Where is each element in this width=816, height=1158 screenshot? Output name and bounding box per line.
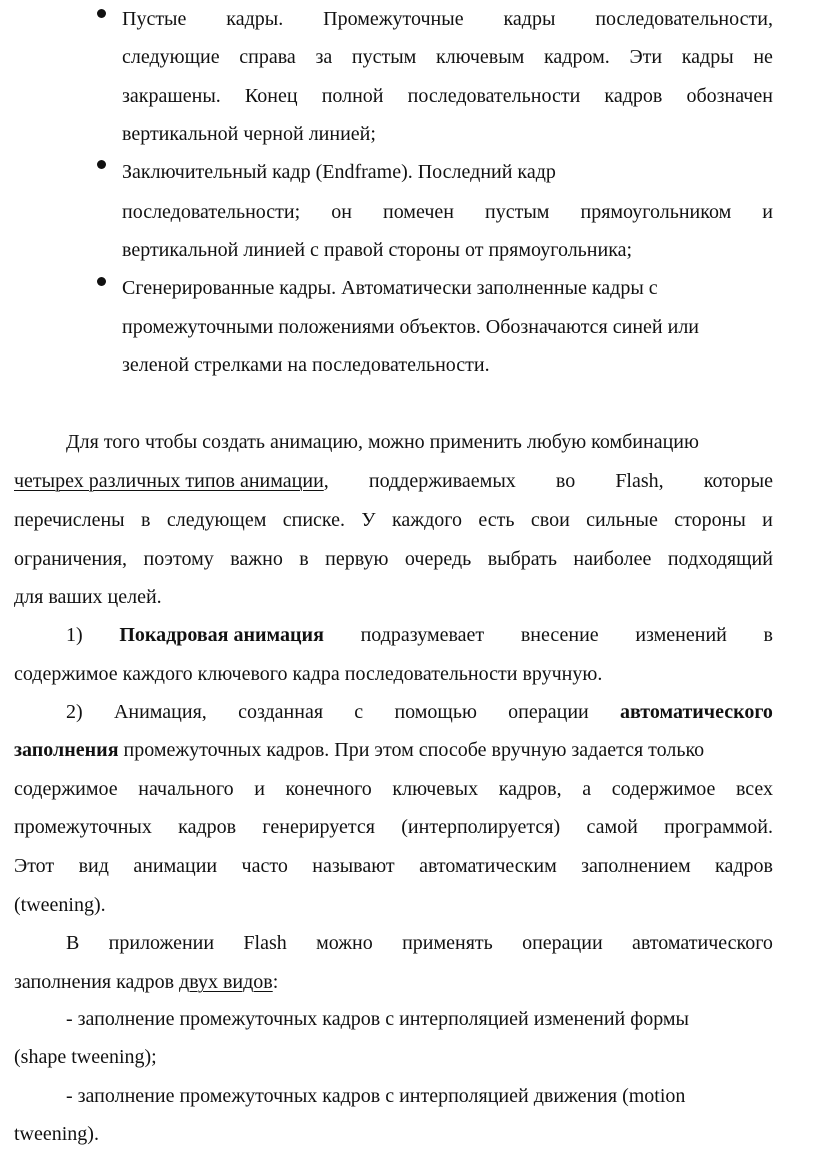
paragraph-line [66, 931, 773, 955]
word: есть [478, 509, 515, 531]
bold-term: автоматического [620, 701, 773, 723]
word: промежуточных [14, 816, 152, 838]
word: ключевым [435, 46, 525, 68]
text-run: : [272, 971, 279, 993]
word: генерируется [262, 816, 375, 838]
word: следующие [122, 46, 220, 68]
word: во [555, 470, 576, 492]
bullet-dot [97, 277, 106, 286]
word: прямоугольником [580, 201, 732, 223]
word: и [762, 509, 773, 531]
word: подразумевает [360, 624, 485, 646]
text-line [122, 84, 773, 108]
word: стороны [674, 509, 746, 531]
word: содержимое [14, 778, 118, 800]
word: ограничения, [14, 548, 128, 570]
word: с [354, 701, 364, 723]
text-line: вертикальной черной линией; [122, 123, 376, 145]
word: кадров, [498, 778, 562, 800]
word: каждого [391, 509, 462, 531]
underlined-phrase: двух видов [179, 971, 273, 993]
word: кадры. [226, 8, 284, 30]
word: Промежуточные [323, 8, 464, 30]
word: можно [316, 932, 373, 954]
word: начального [138, 778, 234, 800]
word: кадром. [544, 46, 610, 68]
dash-item-line: - заполнение промежуточных кадров с интерполяцией движения (motion [66, 1085, 686, 1107]
text-run: заполнения кадров [14, 971, 180, 993]
word: очередь [404, 548, 472, 570]
word: операции [522, 932, 603, 954]
word: пустым [485, 201, 550, 223]
word: которые [703, 470, 773, 492]
paragraph-line [14, 547, 773, 571]
paragraph-line: четырех различных типов анимации, поддерживаемых во Flash, которые [14, 470, 773, 492]
text-line: вертикальной линией с правой стороны от прямоугольника; [122, 239, 633, 261]
word: самой [586, 816, 638, 838]
word: полной [321, 85, 384, 107]
text-run: промежуточных кадров. При этом способе вручную задается только [118, 739, 705, 761]
item-number: 2) [66, 701, 83, 723]
word: В [66, 932, 80, 954]
word: Этот [14, 855, 55, 877]
paragraph-line [14, 508, 773, 532]
bold-term: Покадровая анимация [119, 624, 324, 646]
word: приложении [108, 932, 215, 954]
word: операции [508, 701, 589, 723]
text-line [122, 45, 773, 69]
word: помечен [382, 201, 454, 223]
word: Анимация, [113, 701, 207, 723]
word: всех [735, 778, 773, 800]
dash-item-line: tweening). [14, 1123, 99, 1145]
word: и [254, 778, 265, 800]
word: и [762, 201, 773, 223]
word: за [315, 46, 333, 68]
word: часто [241, 855, 288, 877]
text-line: зеленой стрелками на последовательности. [122, 354, 490, 376]
list-item-line: (tweening). [14, 894, 106, 916]
word: Flash [243, 932, 287, 954]
word: пустым [351, 46, 417, 68]
word: а [582, 778, 592, 800]
word: Flash, [615, 470, 664, 492]
word: кадры [503, 8, 556, 30]
word: выбрать [487, 548, 557, 570]
word: важно [230, 548, 283, 570]
word: созданная [238, 701, 324, 723]
word: последовательности; [122, 201, 301, 223]
word: перечислены [14, 509, 125, 531]
word: (интерполируется) [401, 816, 561, 838]
word: кадры [681, 46, 734, 68]
word: списке. [282, 509, 346, 531]
word: применять [402, 932, 493, 954]
bold-term: заполнения [14, 739, 119, 761]
word: содержимое [611, 778, 716, 800]
word: конечного [285, 778, 372, 800]
word: поддерживаемых [368, 470, 516, 492]
bullet-dot [97, 160, 106, 169]
list-item-line [14, 854, 773, 878]
word: в [141, 509, 151, 531]
word: кадров [178, 816, 237, 838]
word: в [763, 624, 773, 646]
word: в [299, 548, 309, 570]
paragraph-line: Для того чтобы создать анимацию, можно применить любую комбинацию [66, 431, 699, 453]
text-line: Заключительный кадр (Endframe). Последний кадр [122, 161, 556, 183]
word: Эти [629, 46, 663, 68]
paragraph-line [14, 970, 278, 994]
list-item-line: содержимое каждого ключевого кадра последовательности вручную. [14, 663, 603, 685]
word: вид [78, 855, 109, 877]
word: изменений [635, 624, 727, 646]
dash-item-line: - заполнение промежуточных кадров с интерполяцией изменений формы [66, 1008, 689, 1030]
bullet-dot [97, 9, 106, 18]
word: программой. [664, 816, 773, 838]
list-item-line [14, 815, 773, 839]
word: закрашены. [122, 85, 221, 107]
word: кадров [715, 855, 773, 877]
word: Конец [244, 85, 298, 107]
word: наиболее [573, 548, 652, 570]
paragraph-line: для ваших целей. [14, 586, 162, 608]
word: сильные [586, 509, 658, 531]
item-number: 1) [66, 624, 83, 646]
word: анимации [133, 855, 218, 877]
word: помощью [394, 701, 477, 723]
word: обозначен [686, 85, 773, 107]
word: называют [312, 855, 395, 877]
list-item-line [66, 623, 773, 647]
word: кадров [604, 85, 663, 107]
dash-item-line: (shape tweening); [14, 1046, 157, 1068]
word: заполнением [581, 855, 691, 877]
word: последовательности, [595, 8, 773, 30]
word: автоматическим [419, 855, 557, 877]
word: подходящий [667, 548, 773, 570]
list-item-line [14, 777, 773, 801]
text-line: Сгенерированные кадры. Автоматически заполненные кадры с [122, 277, 658, 299]
text-line [122, 7, 773, 31]
word: У [361, 509, 376, 531]
list-item-line [14, 738, 704, 762]
word: Пустые [122, 8, 187, 30]
word: справа [239, 46, 296, 68]
text-line [122, 200, 773, 224]
word: ключевых [392, 778, 479, 800]
list-item-line [66, 700, 773, 724]
underlined-phrase: четырех различных типов анимации [14, 470, 324, 492]
text-line: промежуточными положениями объектов. Обозначаются синей или [122, 316, 700, 338]
word: внесение [520, 624, 599, 646]
word: поэтому [143, 548, 214, 570]
word: автоматического [631, 932, 773, 954]
word: свои [530, 509, 570, 531]
word: первую [325, 548, 389, 570]
word: следующем [166, 509, 267, 531]
word: он [331, 201, 352, 223]
word: не [753, 46, 773, 68]
word: последовательности [407, 85, 581, 107]
